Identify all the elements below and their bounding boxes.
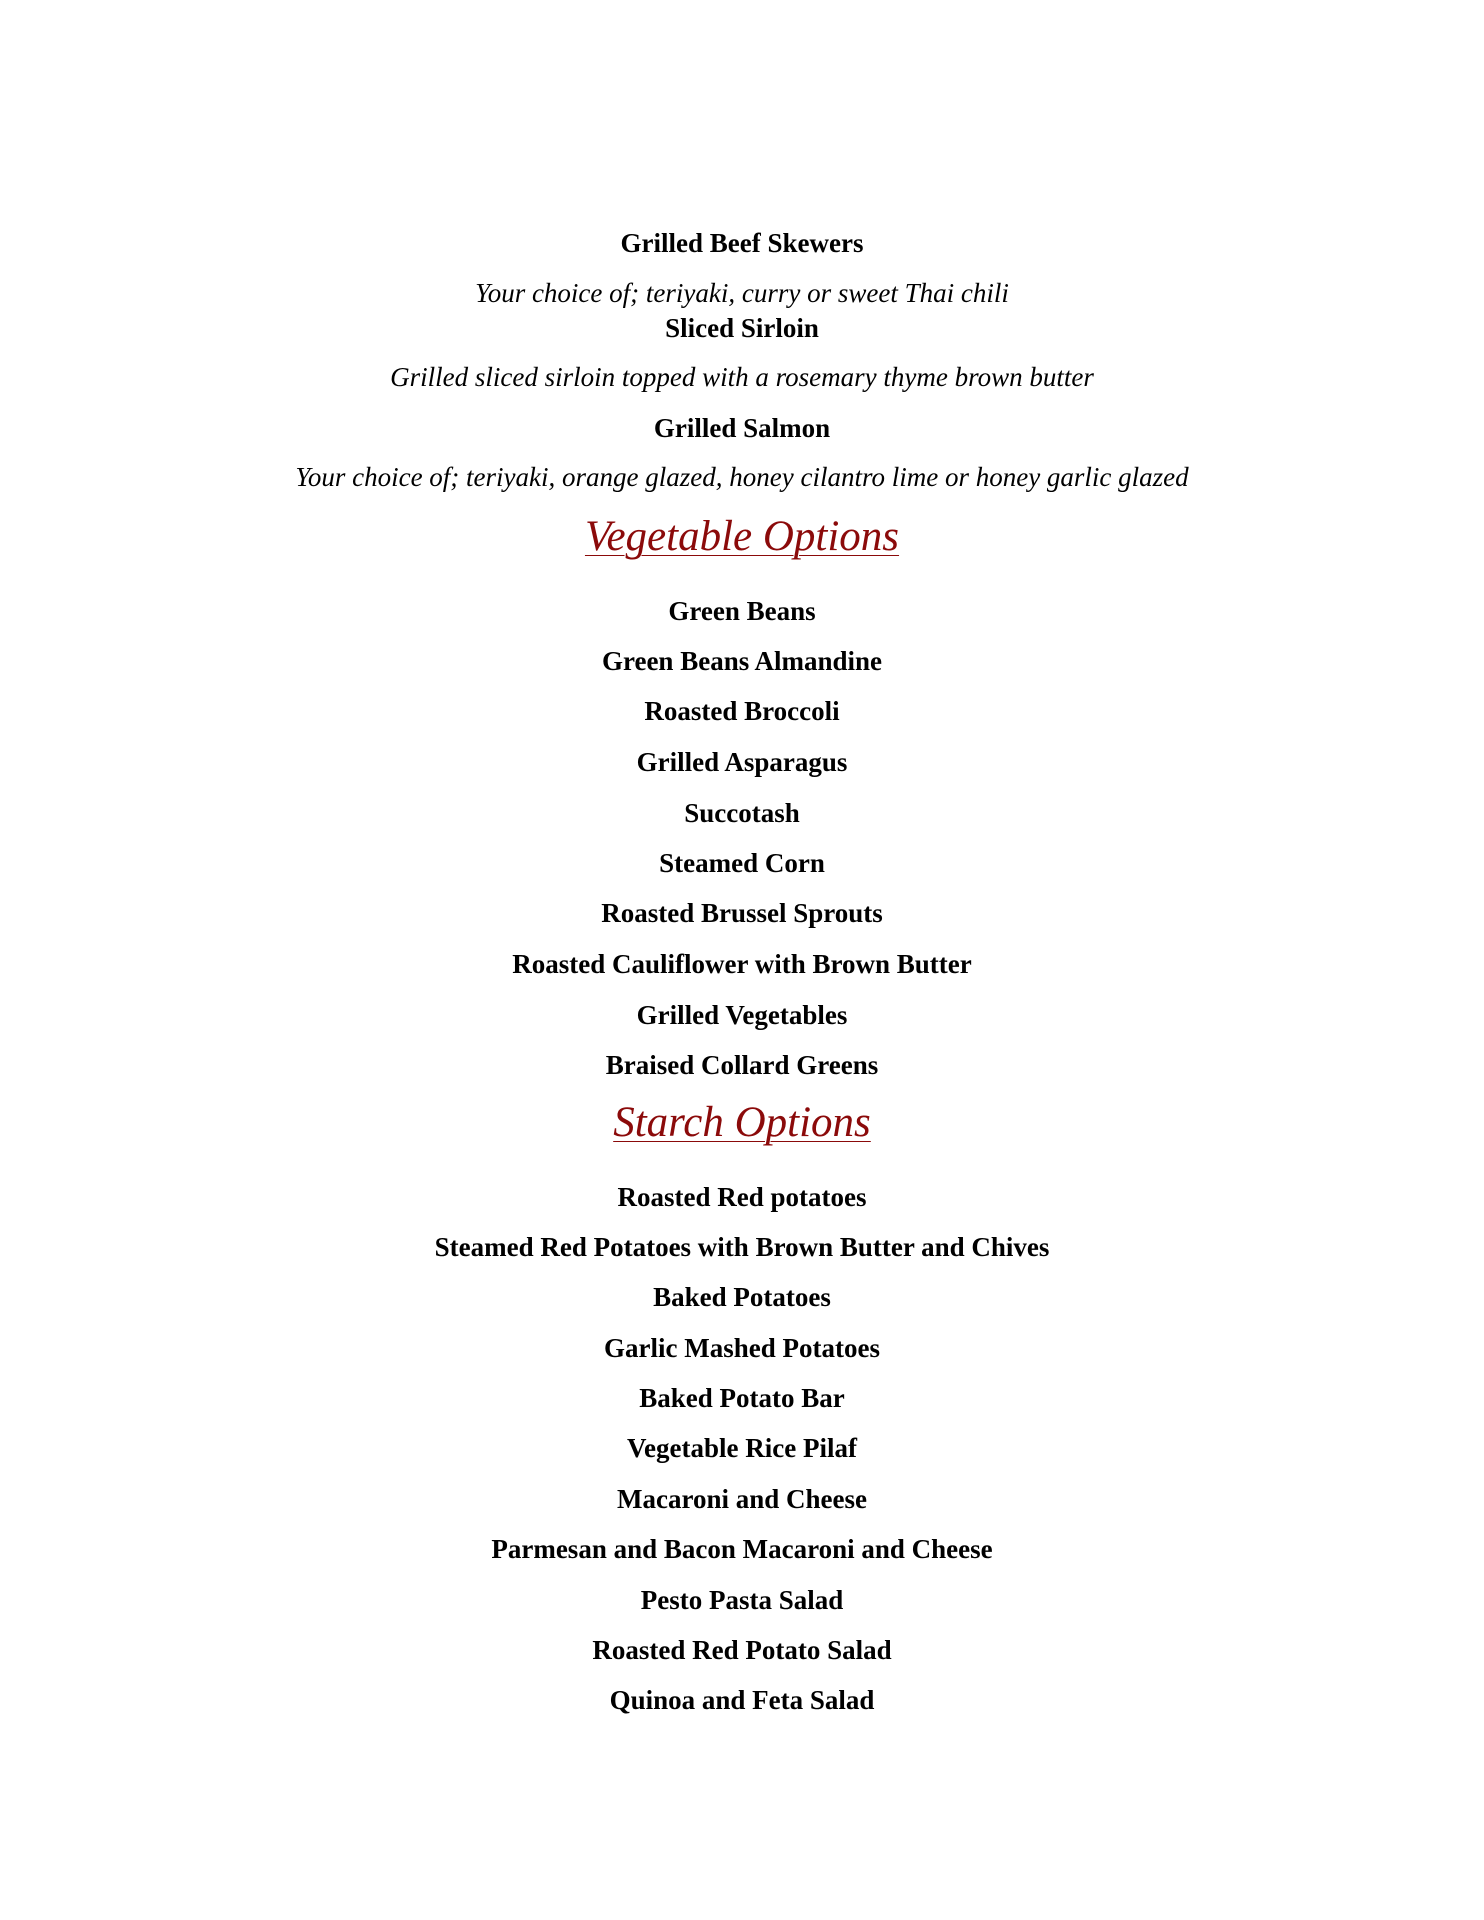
vegetable-item: Steamed Corn [659, 848, 825, 878]
starch-item: Baked Potatoes [653, 1282, 831, 1312]
vegetable-options-heading [0, 515, 1484, 558]
vegetable-item: Grilled Vegetables [636, 1000, 848, 1030]
starch-item: Roasted Red potatoes [617, 1182, 867, 1212]
starch-item: Roasted Red Potato Salad [592, 1635, 892, 1665]
vegetable-item: Roasted Broccoli [644, 696, 840, 726]
vegetable-item: Roasted Brussel Sprouts [601, 898, 883, 928]
starch-item: Macaroni and Cheese [617, 1484, 867, 1514]
vegetable-item: Succotash [684, 798, 800, 828]
protein-name: Sliced Sirloin [665, 313, 819, 343]
protein-description: Your choice of; teriyaki, curry or sweet Thai chili [475, 278, 1009, 308]
starch-item: Pesto Pasta Salad [640, 1585, 844, 1615]
protein-description: Your choice of; teriyaki, orange glazed, honey cilantro lime or honey garlic glazed [295, 462, 1189, 492]
starch-item: Garlic Mashed Potatoes [604, 1333, 880, 1363]
starch-item: Baked Potato Bar [639, 1383, 845, 1413]
starch-options-heading [0, 1101, 1484, 1144]
vegetable-item: Green Beans Almandine [601, 646, 883, 676]
starch-item: Vegetable Rice Pilaf [627, 1433, 857, 1463]
starch-item: Steamed Red Potatoes with Brown Butter and Chives [434, 1232, 1050, 1262]
starch-options-heading-text: Starch Options [613, 1099, 871, 1146]
vegetable-item: Grilled Asparagus [636, 747, 848, 777]
protein-description: Grilled sliced sirloin topped with a rosemary thyme brown butter [390, 362, 1094, 392]
protein-name: Grilled Salmon [653, 413, 831, 443]
starch-item: Parmesan and Bacon Macaroni and Cheese [491, 1534, 993, 1564]
starch-item: Quinoa and Feta Salad [609, 1685, 875, 1715]
vegetable-item: Braised Collard Greens [605, 1050, 879, 1080]
vegetable-options-heading-text: Vegetable Options [584, 513, 900, 560]
vegetable-item: Roasted Cauliflower with Brown Butter [512, 949, 972, 979]
vegetable-item: Green Beans [668, 596, 816, 626]
protein-name: Grilled Beef Skewers [620, 228, 864, 258]
